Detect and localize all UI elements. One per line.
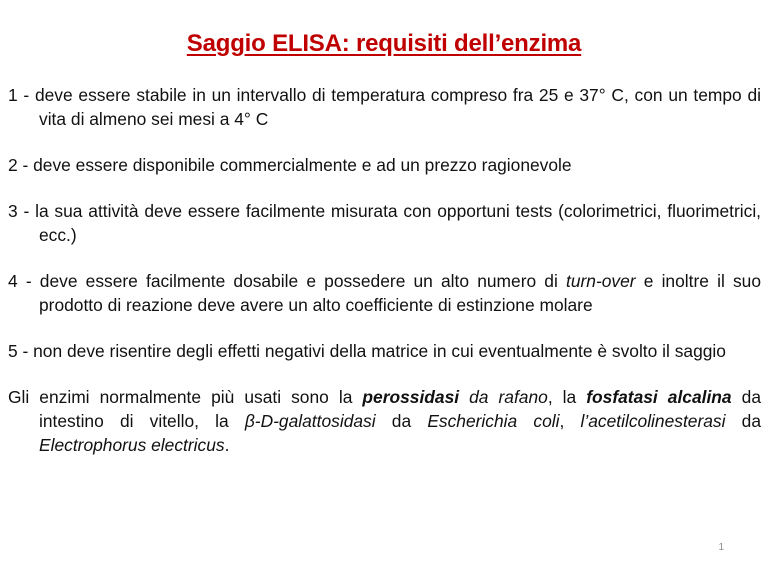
source-electrophorus: Electrophorus electricus — [39, 435, 225, 455]
item-text: deve essere facilmente dosabile e possedere un alto numero di — [39, 271, 566, 291]
requirement-1 — [8, 83, 761, 131]
item-text: la sua attività deve essere facilmente misurata con opportuni tests (colorimetrici, fluorimetrici, ecc.) — [35, 201, 762, 245]
item-number: 2 - — [8, 155, 29, 175]
conclusion-text: da intestino di vitello, la — [39, 387, 761, 431]
conclusion-text: da — [375, 411, 428, 431]
conclusion-text: Gli enzimi normalmente più usati sono la — [8, 387, 363, 407]
item-text: deve essere stabile in un intervallo di temperatura compreso fra 25 e 37° C, con un tempo di vita di almeno sei mesi a 4° C — [34, 85, 762, 129]
requirement-4 — [8, 269, 761, 317]
conclusion-text: , — [559, 411, 581, 431]
item-number: 3 - — [8, 201, 30, 221]
requirement-2 — [8, 153, 761, 177]
item-text-emphasis: turn-over — [566, 271, 636, 291]
source-rafano: da rafano — [459, 387, 548, 407]
slide-title: Saggio ELISA: requisiti dell’enzima — [186, 30, 582, 57]
item-number: 1 - — [8, 85, 30, 105]
page-number: 1 — [718, 542, 724, 553]
conclusion-paragraph — [8, 385, 761, 457]
conclusion-text: . — [224, 435, 230, 455]
enzyme-fosfatasi-alcalina: fosfatasi alcalina — [586, 387, 732, 407]
conclusion-text: da — [725, 411, 762, 431]
requirement-3 — [8, 199, 761, 247]
enzyme-acetilcolinesterasi: l’acetilcolinesterasi — [580, 411, 726, 431]
item-number: 4 - — [8, 271, 32, 291]
conclusion-text: , la — [547, 387, 587, 407]
enzyme-perossidasi: perossidasi — [362, 387, 460, 407]
enzyme-galattosidasi: β-D-galattosidasi — [244, 411, 376, 431]
requirement-5 — [8, 339, 761, 363]
item-text: deve essere disponibile commercialmente e ad un prezzo ragionevole — [33, 155, 572, 175]
item-number: 5 - — [8, 341, 29, 361]
source-escherichia-coli: Escherichia coli — [427, 411, 560, 431]
item-text: non deve risentire degli effetti negativi della matrice in cui eventualmente è svolto il saggio — [33, 341, 726, 361]
item-text: e inoltre il suo prodotto di reazione deve avere un alto coefficiente di estinzione molare — [39, 271, 761, 315]
slide-content — [8, 83, 761, 457]
